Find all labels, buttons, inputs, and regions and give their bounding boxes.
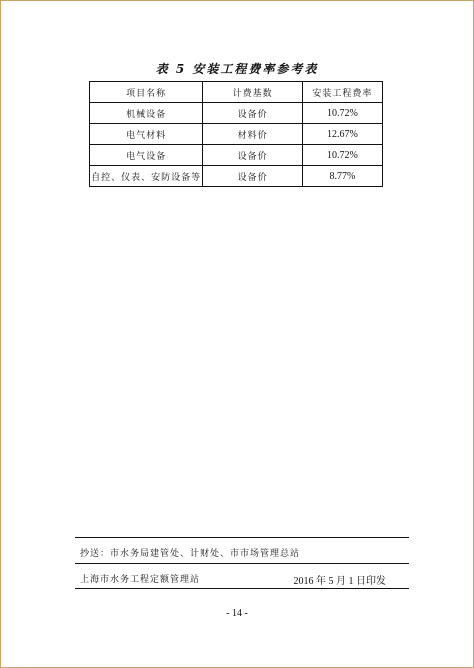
table-row [90, 145, 383, 166]
table-cell: 10.72% [302, 103, 382, 124]
table-cell: 电气材料 [90, 124, 203, 145]
table-cell: 机械设备 [90, 103, 203, 124]
table-row [90, 103, 383, 124]
table-cell: 设备价 [203, 166, 302, 187]
table-cell: 8.77% [302, 166, 382, 187]
issuer-name: 上海市水务工程定额管理站 [80, 575, 201, 585]
column-header: 计费基数 [203, 82, 302, 103]
column-header: 安装工程费率 [302, 82, 382, 103]
issue-date: 2016 年 5 月 1 日印发 [293, 576, 386, 587]
table-cell: 12.67% [302, 124, 382, 145]
issuer-line [80, 572, 406, 585]
page-number: - 14 - [226, 608, 248, 619]
table-row [90, 124, 383, 145]
table-cell: 电气设备 [90, 145, 203, 166]
table-cell: 自控、仪表、安防设备等 [90, 166, 203, 187]
footer-rule-middle [75, 563, 409, 564]
rate-table [89, 81, 383, 187]
table-row [90, 166, 383, 187]
table-cell: 设备价 [203, 145, 302, 166]
table-header-row [90, 82, 383, 103]
table-cell: 设备价 [203, 103, 302, 124]
table-cell: 材料价 [203, 124, 302, 145]
table-title: 表 5 安装工程费率参考表 [155, 62, 319, 76]
footer-rule-top [75, 537, 409, 538]
cc-line: 抄送：市水务局建管处、计财处、市市场管理总站 [80, 549, 301, 559]
table-cell: 10.72% [302, 145, 382, 166]
footer-rule-bottom [75, 588, 409, 589]
column-header: 项目名称 [90, 82, 203, 103]
